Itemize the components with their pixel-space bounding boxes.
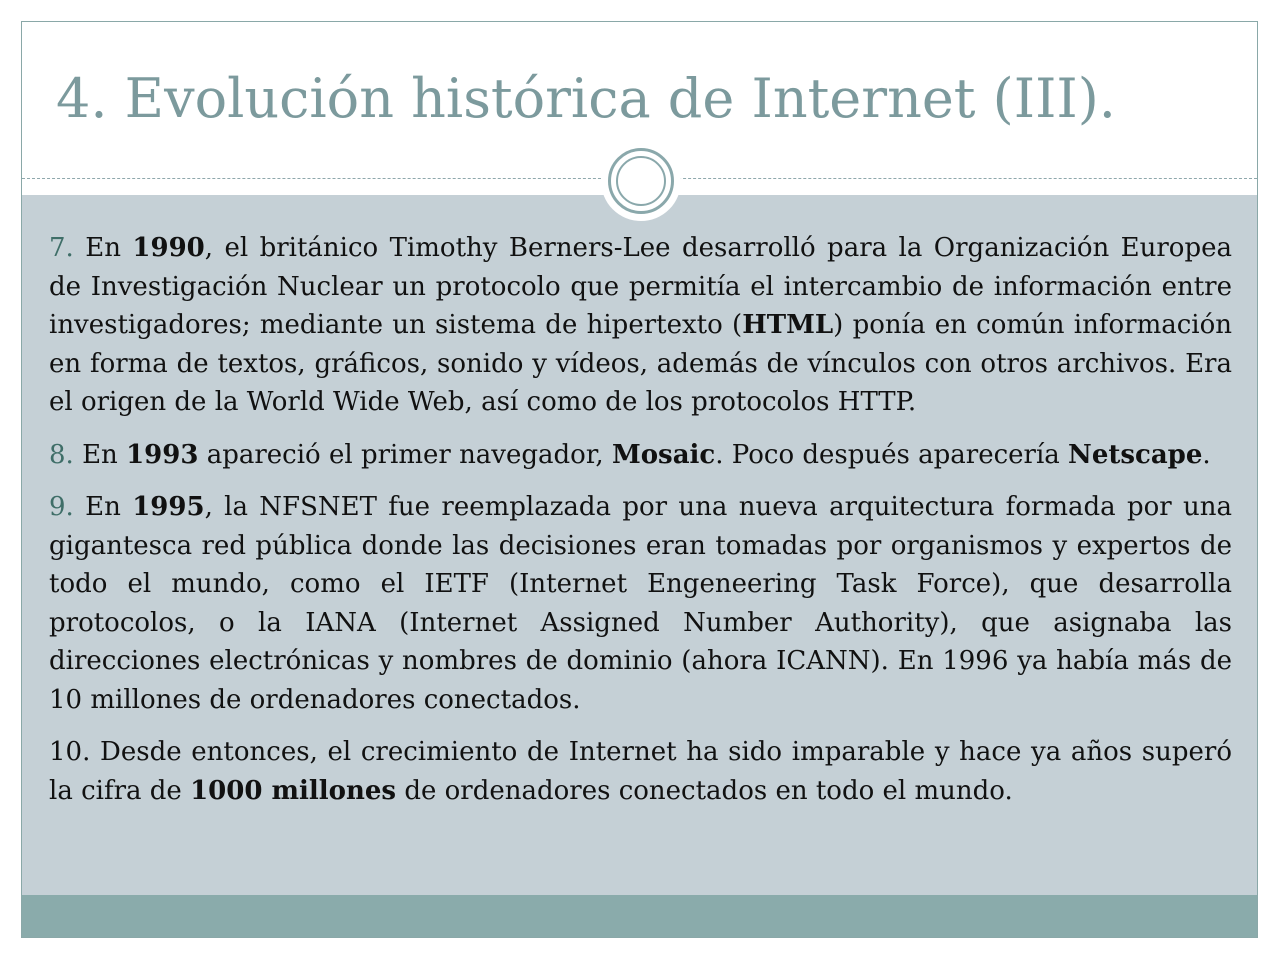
item-text-segment: , la NFSNET fue reemplazada por una nueva arquitectura formada por una gigantesca red pública donde las decisiones eran tomadas por organismos y expertos de todo el mundo, como el IETF (Internet Engeneering Task Force), que desarrolla protocolos, o la IANA (Internet Assigned Number Authority), que asignaba las direcciones electrónicas y nombres de dominio (ahora ICANN). En 1996 ya había más de 10 millones de ordenadores conectados. [49,492,1232,715]
item-text-segment: ) ponía en común información en forma de textos, gráficos, sonido y vídeos, además de vínculos con otros archivos. Era el origen de la World Wide Web, así como de los protocolos HTTP. [49,310,1233,417]
item-number: 8. [49,439,74,470]
item-8 [49,436,1232,475]
item-10 [49,733,1232,810]
item-text-bold: HTML [742,310,834,340]
decorative-ring-icon [608,148,674,214]
item-text-segment: En [73,233,133,263]
item-number: 10. [49,737,91,767]
item-text-bold: 1000 millones [190,775,397,806]
slide [21,21,1258,938]
item-number: 9. [49,492,74,522]
item-text-segment: . Poco después aparecería [715,439,1069,470]
item-text-bold: 1993 [126,439,199,470]
item-text-segment: En [73,439,127,470]
item-text-bold: Mosaic [611,439,716,470]
item-text-segment: apareció el primer navegador, [198,439,612,470]
item-text-segment: En [73,492,133,522]
item-9 [49,488,1232,719]
bottom-band [22,895,1257,938]
item-text-segment: , el británico Timothy Berners-Lee desarrolló para la Organización Europea de Investigación Nuclear un protocolo que permitía el intercambio de información entre investigadores; mediante un sistema de hipertexto ( [49,233,1232,340]
slide-title: 4. Evolución histórica de Internet (III). [56,67,1116,130]
body-text [49,229,1232,824]
item-text-bold: Netscape [1068,439,1203,470]
item-number: 7. [49,233,74,263]
item-text-bold: 1990 [132,233,205,263]
item-text-bold: 1995 [132,492,205,522]
item-text-segment: Desde entonces, el crecimiento de Internet ha sido imparable y hace ya años superó la cifra de [49,737,1232,806]
item-7 [49,229,1232,422]
item-text-segment: . [1202,439,1211,470]
item-text-segment: de ordenadores conectados en todo el mundo. [396,775,1013,806]
decorative-ring-inner [616,156,666,206]
